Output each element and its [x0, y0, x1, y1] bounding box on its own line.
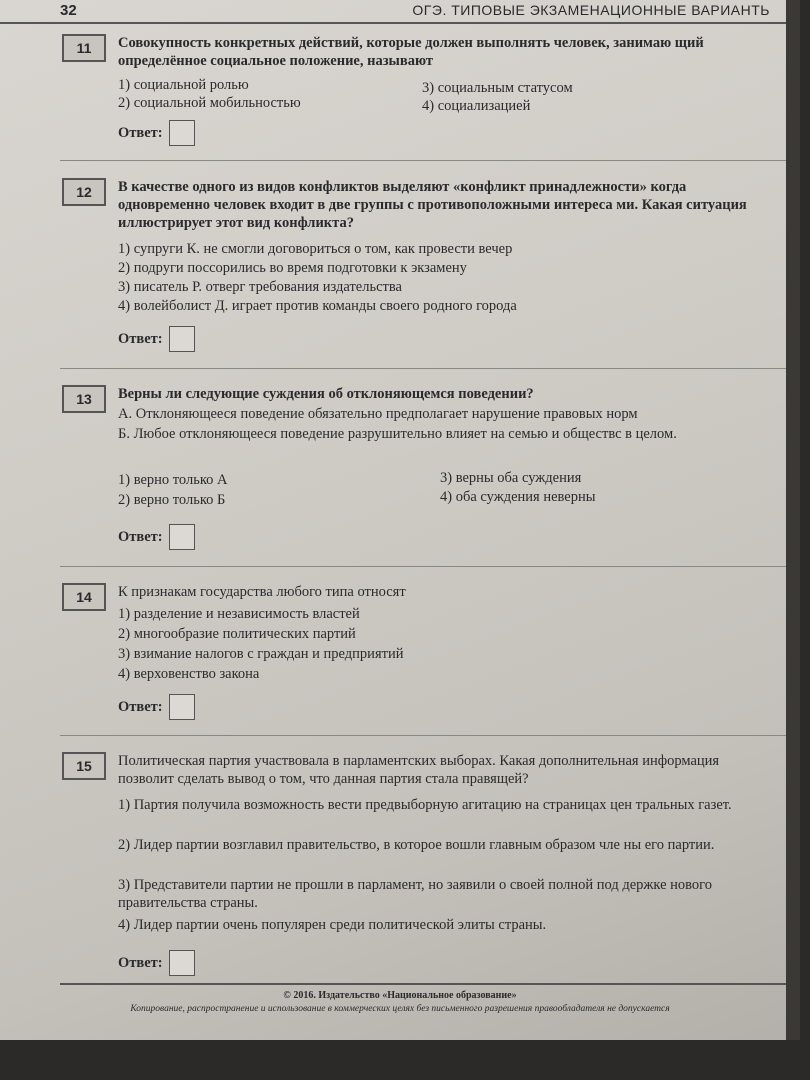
answer-row: [118, 524, 195, 550]
option: 2) многообразие политических партий: [118, 626, 356, 642]
answer-label: Ответ:: [118, 528, 163, 545]
running-title: ОГЭ. ТИПОВЫЕ ЭКЗАМЕНАЦИОННЫЕ ВАРИАНТЬ: [412, 2, 770, 18]
option: 4) социализацией: [422, 98, 531, 114]
task-number: 14: [62, 583, 106, 611]
footer-legal: Копирование, распространение и использование в коммерческих целях без письменного разрешения правообладателя не допускается: [130, 1004, 670, 1014]
option: 2) подруги поссорились во время подготовки к экзамену: [118, 260, 467, 276]
option: 1) социальной ролью: [118, 77, 249, 93]
page-edge-shadow: [786, 0, 800, 1040]
answer-label: Ответ:: [118, 124, 163, 141]
option: 1) Партия получила возможность вести предвыборную агитацию на страницах цен тральных газет.: [118, 797, 732, 813]
option: 2) Лидер партии возглавил правительство, в которое вошли главным образом чле ны его партии.: [118, 837, 715, 853]
answer-box[interactable]: [169, 120, 195, 146]
option: 3) взимание налогов с граждан и предприятий: [118, 646, 404, 662]
option: 1) супруги К. не смогли договориться о том, как провести вечер: [118, 241, 513, 257]
option: 3) верны оба суждения: [440, 470, 582, 486]
statement-b: Б. Любое отклоняющееся поведение разрушительно влияет на семью и обществс в целом.: [118, 426, 677, 442]
page-header: [0, 0, 800, 24]
task-number: 15: [62, 752, 106, 780]
task-stem: Совокупность конкретных действий, которые должен выполнять человек, занимаю щий определённое социальное положение, называют: [118, 35, 704, 69]
answer-row: [118, 326, 195, 352]
task-number: 11: [62, 34, 106, 62]
option: 4) Лидер партии очень популярен среди политической элиты страны.: [118, 917, 547, 933]
answer-row: [118, 694, 195, 720]
option: 2) социальной мобильностью: [118, 95, 301, 111]
option: 3) Представители партии не прошли в парламент, но заявили о своей полной под держке нового правительства страны.: [118, 877, 713, 911]
option: 4) оба суждения неверны: [440, 489, 596, 505]
page-number: 32: [60, 2, 77, 19]
footer-rule: [60, 983, 800, 985]
task-stem: Верны ли следующие суждения об отклоняющемся поведении?: [118, 386, 534, 402]
footer-copyright: © 2016. Издательство «Национальное образование»: [283, 990, 517, 1001]
task-number: 12: [62, 178, 106, 206]
answer-row: [118, 950, 195, 976]
option: 1) верно только А: [118, 472, 228, 488]
option: 4) верховенство закона: [118, 666, 260, 682]
option: 2) верно только Б: [118, 492, 226, 508]
answer-box[interactable]: [169, 326, 195, 352]
task-stem: Политическая партия участвовала в парламентских выборах. Какая дополнительная информация позволит сделать вывод о том, что данная партия стала правящей?: [118, 753, 720, 787]
answer-box[interactable]: [169, 950, 195, 976]
answer-box[interactable]: [169, 524, 195, 550]
option: 3) писатель Р. отверг требования издательства: [118, 279, 402, 295]
answer-row: [118, 120, 195, 146]
answer-label: Ответ:: [118, 698, 163, 715]
separator: [60, 368, 800, 369]
task-number: 13: [62, 385, 106, 413]
separator: [60, 566, 800, 567]
task-stem: К признакам государства любого типа относят: [118, 584, 406, 600]
answer-label: Ответ:: [118, 954, 163, 971]
statement-a: А. Отклоняющееся поведение обязательно предполагает нарушение правовых норм: [118, 406, 638, 422]
option: 4) волейболист Д. играет против команды своего родного города: [118, 298, 517, 314]
option: 3) социальным статусом: [422, 80, 573, 96]
option: 1) разделение и независимость властей: [118, 606, 360, 622]
answer-label: Ответ:: [118, 330, 163, 347]
separator: [60, 735, 800, 736]
task-stem: В качестве одного из видов конфликтов выделяют «конфликт принадлежности» когда одновременно человек входит в две группы с противоположными интереса ми. Какая ситуация иллюстрирует этот вид конфликта?: [118, 179, 747, 231]
separator: [60, 160, 800, 161]
answer-box[interactable]: [169, 694, 195, 720]
